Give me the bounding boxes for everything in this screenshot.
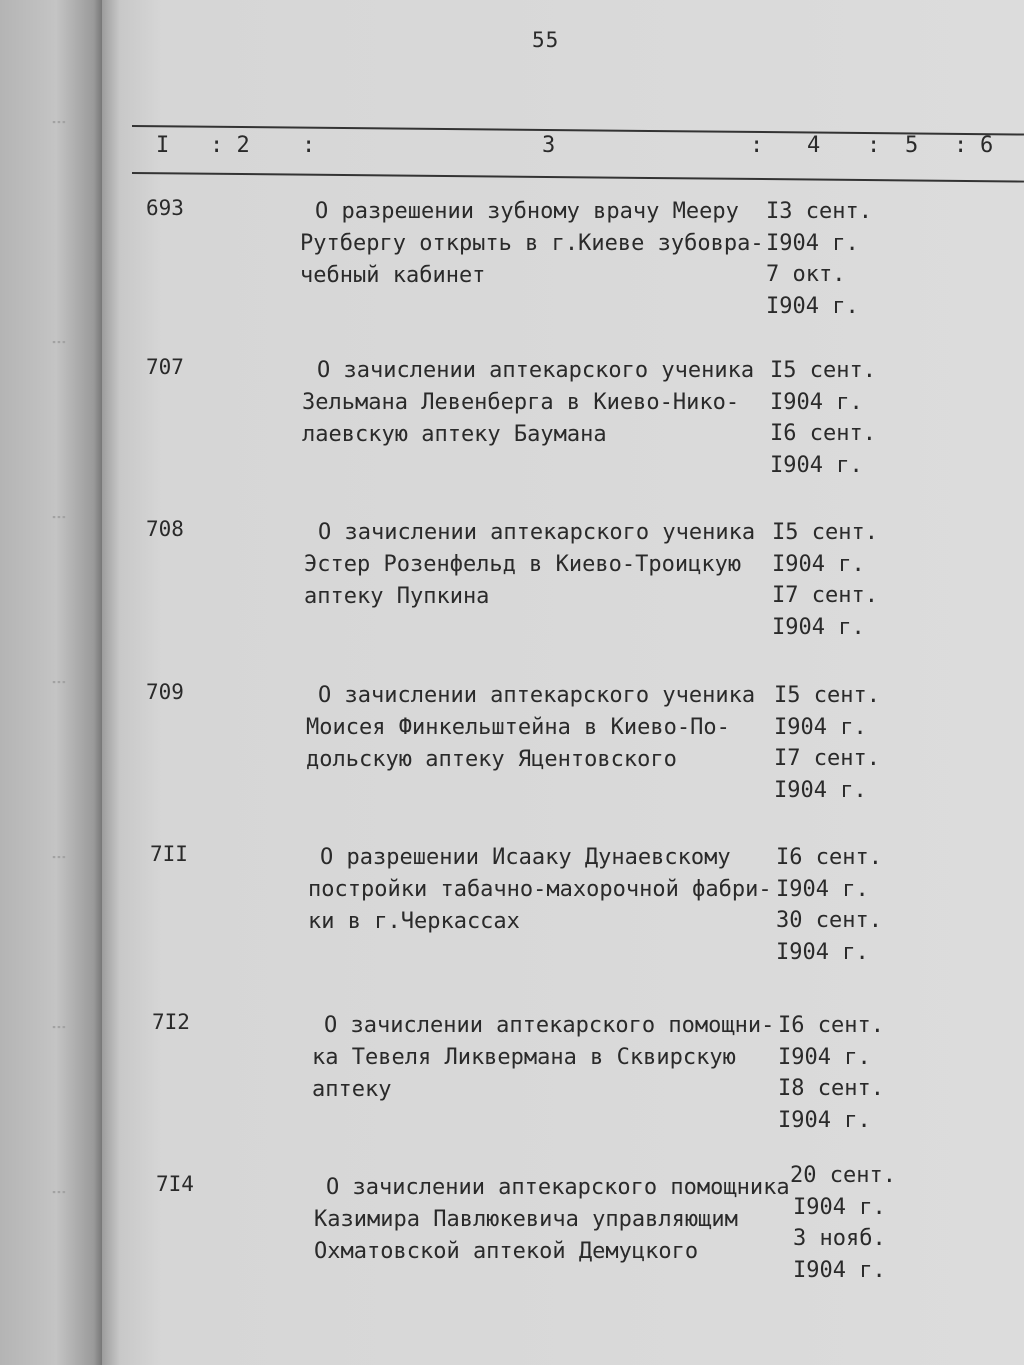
date-start-year: I904 г. bbox=[770, 389, 863, 415]
bleed-mark: ⁝ bbox=[47, 513, 72, 521]
column-separator: : bbox=[750, 133, 764, 158]
date-start-day: I3 сент. bbox=[766, 199, 872, 224]
date-end-day: 3 нояб. bbox=[793, 1226, 886, 1251]
description-line: Зельмана Левенберга в Киево-Нико- bbox=[302, 390, 740, 415]
date-start-day: I6 сент. bbox=[778, 1013, 884, 1038]
date-start-day: I6 сент. bbox=[776, 845, 882, 870]
entry-number: 707 bbox=[146, 355, 184, 379]
date-end-year: I904 г. bbox=[774, 777, 867, 803]
column-header-6: 6 bbox=[980, 133, 994, 158]
description-line: О зачислении аптекарского ученика bbox=[318, 683, 756, 708]
column-header-3: 3 bbox=[542, 133, 556, 158]
header-rule-top bbox=[132, 125, 1024, 136]
column-header-5: 5 bbox=[905, 133, 919, 158]
date-start-day: I5 сент. bbox=[772, 520, 878, 545]
column-header-1: I bbox=[156, 133, 170, 158]
document-page bbox=[102, 0, 1024, 1365]
register-entry bbox=[102, 680, 1024, 820]
date-start-day: I5 сент. bbox=[770, 358, 876, 383]
description-line: Казимира Павлюкевича управляющим bbox=[314, 1207, 738, 1232]
date-end-day: I8 сент. bbox=[778, 1076, 884, 1101]
description-line: О разрешении Исааку Дунаевскому bbox=[320, 845, 731, 870]
date-end-year: I904 г. bbox=[766, 293, 859, 319]
description-line: аптеку Пупкина bbox=[304, 584, 490, 609]
bleed-mark: ⁝ bbox=[47, 1188, 72, 1196]
description-line: лаевскую аптеку Баумана bbox=[302, 422, 607, 447]
description-line: ка Тевеля Ликвермана в Сквирскую bbox=[312, 1045, 736, 1070]
register-entry bbox=[102, 1010, 1024, 1150]
column-separator: : bbox=[867, 133, 881, 158]
description-line: Рутбергу открыть в г.Киеве зубовра- bbox=[300, 231, 764, 256]
description-line: постройки табачно-махорочной фабри- bbox=[308, 877, 772, 902]
entry-dates bbox=[770, 355, 876, 481]
date-end-year: I904 г. bbox=[770, 452, 863, 478]
entry-description bbox=[306, 680, 776, 776]
entry-number: 708 bbox=[146, 517, 184, 541]
date-start-year: I904 г. bbox=[772, 551, 865, 577]
description-line: О зачислении аптекарского ученика bbox=[317, 358, 755, 383]
register-entry bbox=[102, 1163, 1024, 1312]
date-end-day: I7 сент. bbox=[772, 583, 878, 608]
date-end-year: I904 г. bbox=[776, 939, 869, 965]
date-start-year: I904 г. bbox=[793, 1194, 886, 1220]
entry-number: 7II bbox=[150, 842, 188, 866]
entry-dates bbox=[790, 1160, 896, 1286]
date-end-year: I904 г. bbox=[772, 614, 865, 640]
column-header-2: : 2 bbox=[210, 133, 250, 158]
description-line: Моисея Финкельштейна в Киево-По- bbox=[306, 715, 730, 740]
entry-number: 7I4 bbox=[156, 1172, 194, 1196]
description-line: Эстер Розенфельд в Киево-Троицкую bbox=[304, 552, 742, 577]
column-header-4: 4 bbox=[807, 133, 821, 158]
date-end-day: I6 сент. bbox=[770, 421, 876, 446]
register-entry bbox=[102, 517, 1024, 657]
entry-description bbox=[300, 196, 770, 292]
description-line: О зачислении аптекарского помощни- bbox=[324, 1013, 775, 1038]
description-line: дольскую аптеку Яцентовского bbox=[306, 747, 677, 772]
description-line: О разрешении зубному врачу Мееру bbox=[315, 199, 739, 224]
date-start-year: I904 г. bbox=[766, 230, 859, 256]
entry-description bbox=[312, 1010, 782, 1106]
left-page-edge bbox=[0, 0, 102, 1365]
description-line: О зачислении аптекарского ученика bbox=[318, 520, 756, 545]
date-end-day: I7 сент. bbox=[774, 746, 880, 771]
date-start-day: 20 сент. bbox=[790, 1163, 896, 1188]
register-entry bbox=[102, 842, 1024, 982]
entry-dates bbox=[776, 842, 882, 968]
entry-number: 7I2 bbox=[152, 1010, 190, 1034]
bleed-mark: ⁝ bbox=[47, 118, 72, 126]
date-end-year: I904 г. bbox=[793, 1257, 886, 1283]
entry-number: 693 bbox=[146, 196, 184, 220]
entry-number: 709 bbox=[146, 680, 184, 704]
entry-description bbox=[314, 1172, 790, 1268]
description-line: аптеку bbox=[312, 1077, 392, 1102]
page-number: 55 bbox=[532, 28, 560, 52]
entry-dates bbox=[774, 680, 880, 806]
description-line: чебный кабинет bbox=[300, 263, 486, 288]
date-end-day: 30 сент. bbox=[776, 908, 882, 933]
bleed-mark: ⁝ bbox=[47, 678, 72, 686]
date-start-day: I5 сент. bbox=[774, 683, 880, 708]
date-end-year: I904 г. bbox=[778, 1107, 871, 1133]
date-start-year: I904 г. bbox=[774, 714, 867, 740]
entry-description bbox=[304, 517, 774, 613]
column-separator: : bbox=[954, 133, 968, 158]
entry-dates bbox=[766, 196, 872, 322]
description-line: Охматовской аптекой Демуцкого bbox=[314, 1239, 699, 1264]
bleed-mark: ⁝ bbox=[47, 338, 72, 346]
date-end-day: 7 окт. bbox=[766, 262, 846, 287]
column-separator: : bbox=[302, 133, 316, 158]
date-start-year: I904 г. bbox=[776, 876, 869, 902]
register-entry bbox=[102, 196, 1024, 336]
entry-description bbox=[308, 842, 778, 938]
date-start-year: I904 г. bbox=[778, 1044, 871, 1070]
description-line: О зачислении аптекарского помощника bbox=[326, 1175, 790, 1200]
entry-dates bbox=[778, 1010, 884, 1136]
entry-description bbox=[302, 355, 772, 451]
register-entry bbox=[102, 355, 1024, 495]
entry-dates bbox=[772, 517, 878, 643]
header-rule-bottom bbox=[132, 172, 1024, 183]
description-line: ки в г.Черкассах bbox=[308, 909, 520, 934]
bleed-mark: ⁝ bbox=[47, 853, 72, 861]
bleed-mark: ⁝ bbox=[47, 1023, 72, 1031]
